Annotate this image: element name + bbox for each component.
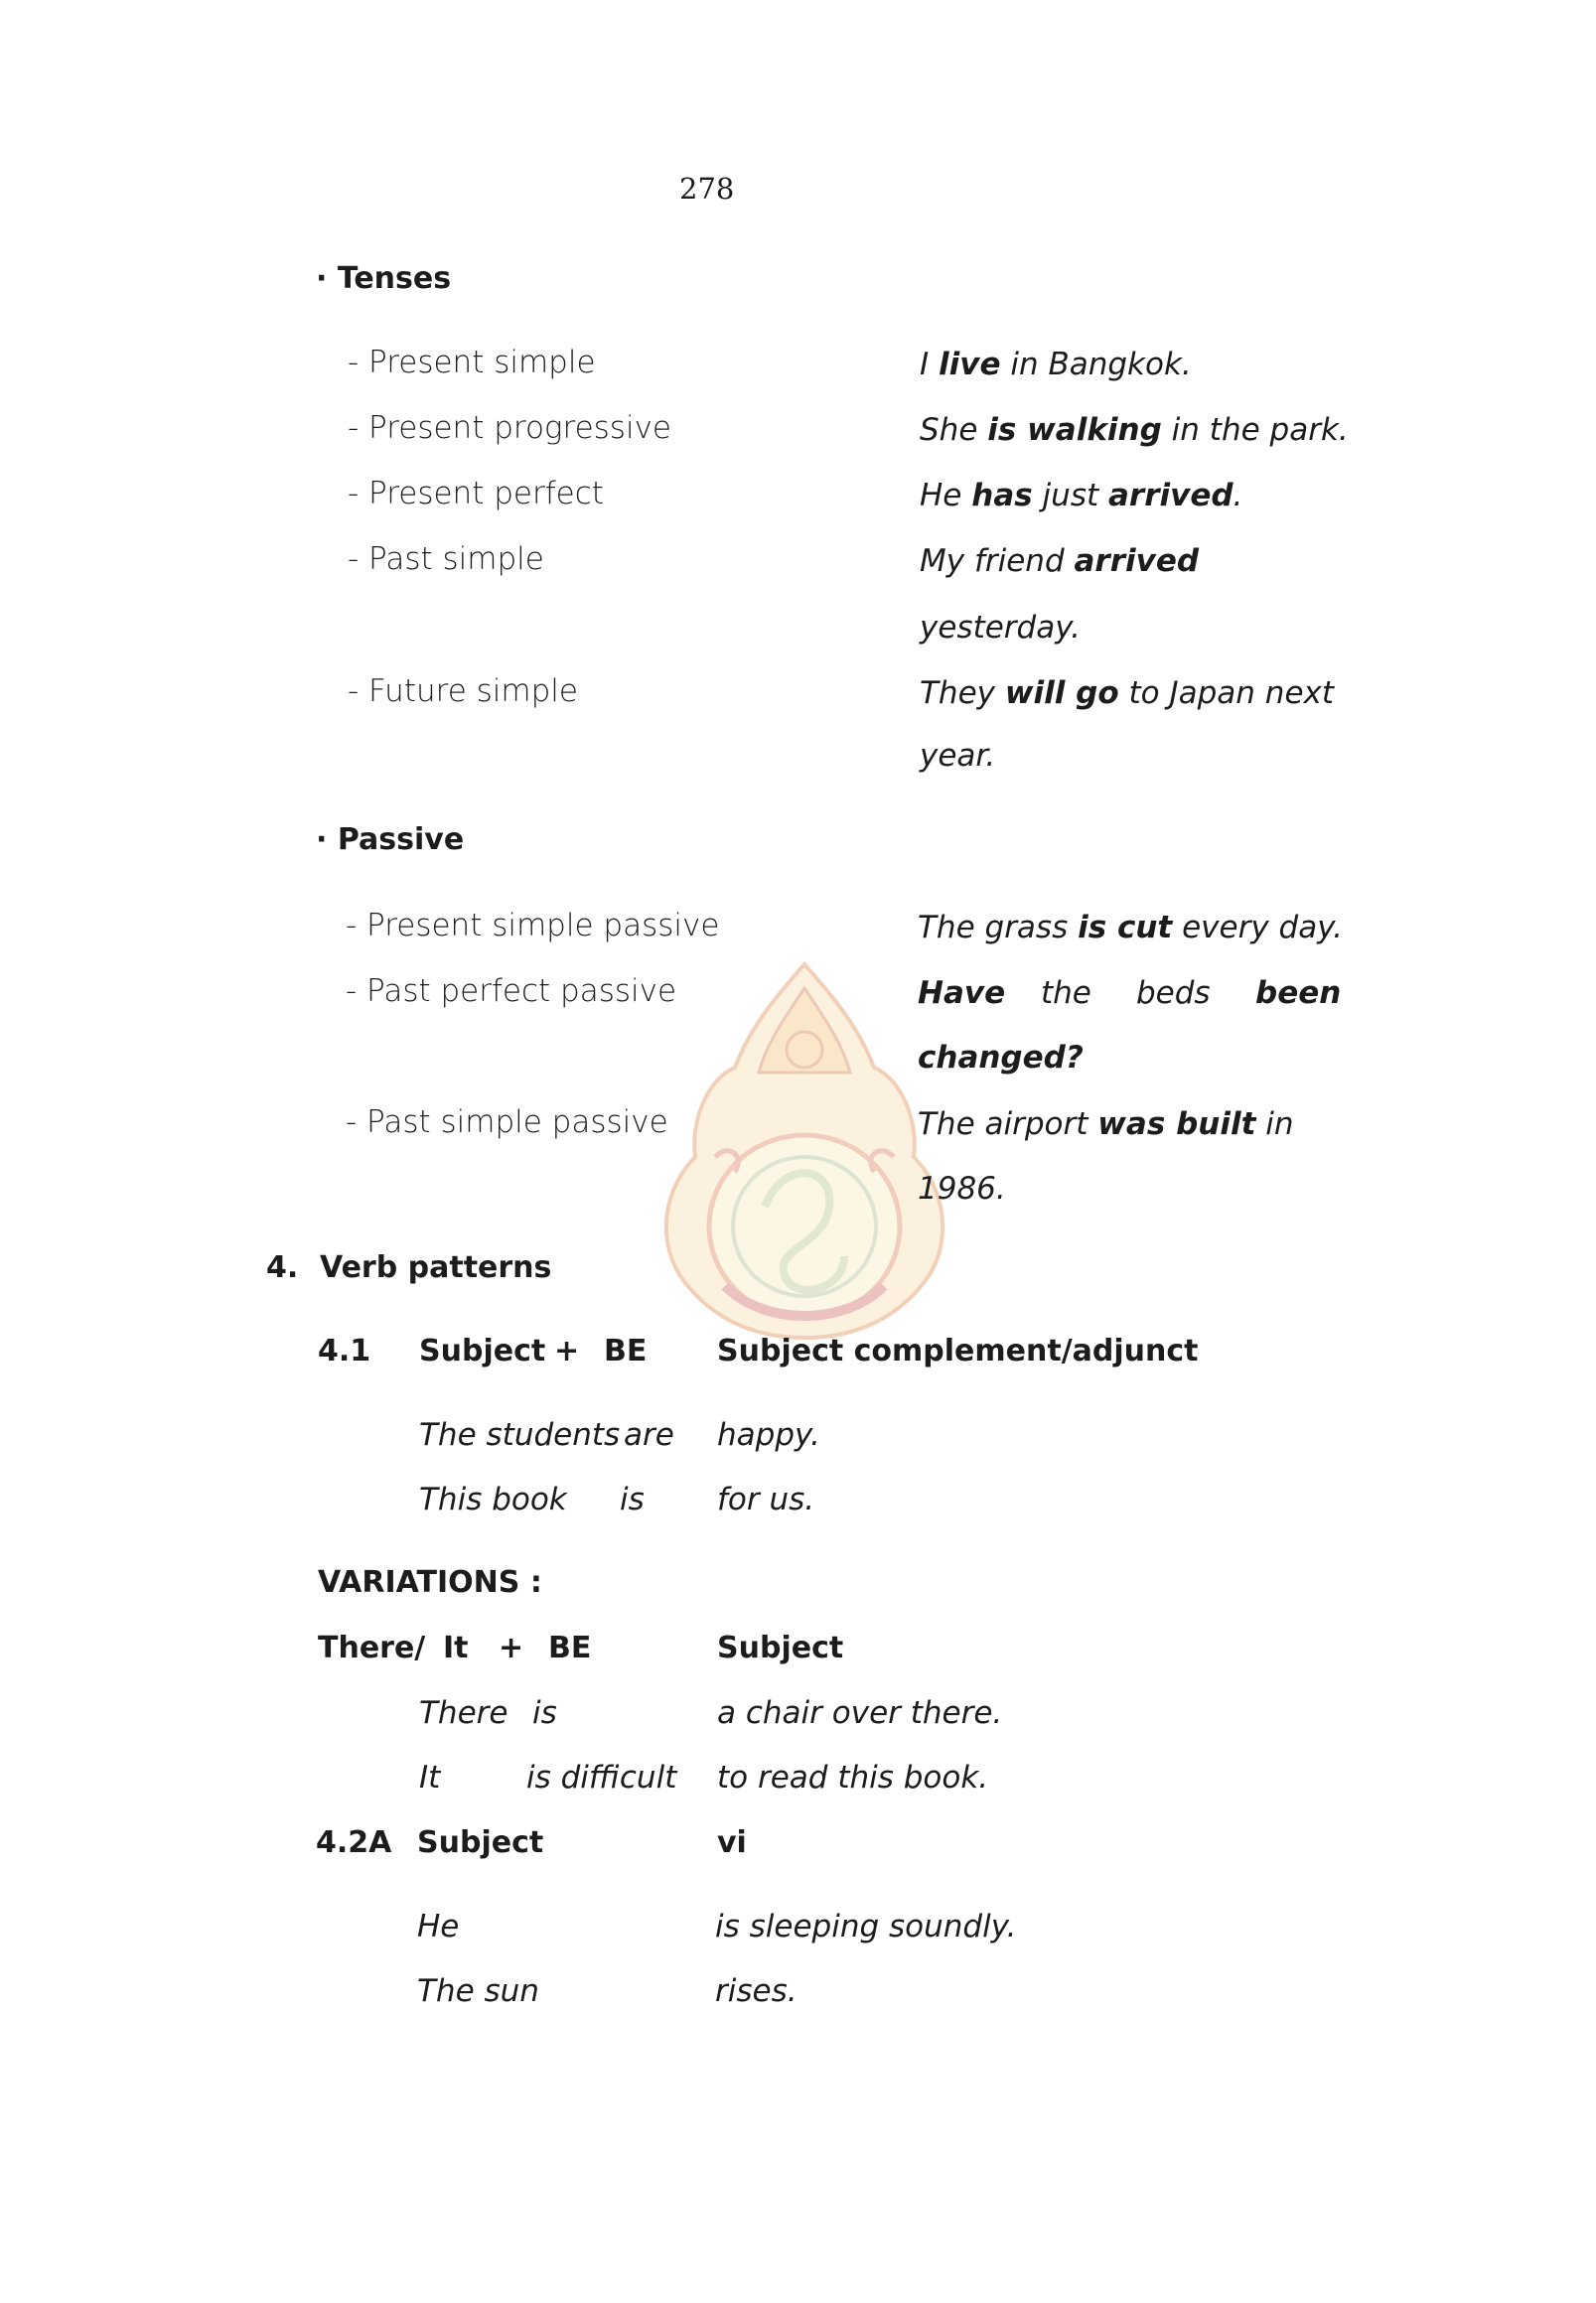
tense-example-continued: yesterday.	[920, 610, 1082, 646]
pattern-4-1-subject: Subject	[419, 1334, 546, 1368]
passive-label-text: Past perfect passive	[366, 973, 677, 1009]
example-text: The grass	[918, 910, 1079, 945]
example-text: every day.	[1172, 910, 1343, 945]
pattern-4-2a-vi: vi	[717, 1825, 747, 1860]
passive-label: - Past simple passive	[346, 1104, 668, 1140]
p41-row-subject: This book	[419, 1482, 567, 1517]
example-text: They	[920, 675, 1005, 711]
passive-example-word: beds	[1136, 975, 1211, 1011]
tense-label: - Present perfect	[348, 476, 604, 511]
example-text: She	[920, 412, 988, 448]
tense-example	[920, 347, 1192, 382]
example-text: in	[1255, 1106, 1294, 1142]
tense-label-text: Present progressive	[368, 410, 671, 446]
variations-row-verb: is	[532, 1695, 557, 1731]
variations-row-rest: a chair over there.	[717, 1695, 1003, 1731]
pattern-4-1-number: 4.1	[318, 1334, 371, 1368]
example-text: I	[920, 347, 939, 382]
tense-label: - Past simple	[348, 541, 544, 577]
example-text: just	[1032, 478, 1108, 513]
example-bold-text: is cut	[1078, 910, 1173, 945]
p41-row-subject: The students	[419, 1417, 621, 1453]
passive-example-continued: 1986.	[918, 1171, 1006, 1207]
page-number: 278	[679, 172, 735, 206]
tense-label: - Present progressive	[348, 410, 671, 446]
variations-row-verb: is difficult	[526, 1760, 677, 1796]
variations-it: It	[443, 1631, 469, 1665]
tense-example	[920, 543, 1200, 579]
passive-heading: · Passive	[316, 822, 465, 857]
example-text: in Bangkok.	[1000, 347, 1192, 382]
variations-row-subject: It	[419, 1760, 441, 1796]
passive-example-word: been	[1255, 975, 1342, 1011]
tenses-heading-text: Tenses	[337, 261, 452, 296]
example-bold-text: arrived	[1074, 543, 1200, 579]
passive-label: - Present simple passive	[346, 908, 720, 943]
passive-example-continued: changed?	[918, 1040, 1084, 1076]
tense-example	[920, 478, 1243, 513]
tense-example-continued: year.	[920, 738, 996, 774]
p41-row-verb: is	[620, 1482, 645, 1517]
passive-example	[918, 910, 1343, 945]
p41-row-complement: for us.	[717, 1482, 815, 1517]
example-text: in the park.	[1161, 412, 1349, 448]
example-bold-text: has	[971, 478, 1033, 513]
passive-example-word: the	[1041, 975, 1091, 1011]
passive-label-text: Past simple passive	[366, 1104, 668, 1140]
p42a-row-subject: The sun	[417, 1973, 539, 2009]
variations-there: There/	[318, 1631, 426, 1665]
tense-label-text: Present perfect	[368, 476, 604, 511]
example-bold-text: is walking	[987, 412, 1162, 448]
passive-label: - Past perfect passive	[346, 973, 677, 1009]
variations-subject: Subject	[717, 1631, 844, 1665]
passive-example-word: Have	[918, 975, 1006, 1011]
watermark-seal-icon	[655, 958, 953, 1341]
example-bold-text: was built	[1097, 1106, 1256, 1142]
example-text: He	[920, 478, 972, 513]
variations-plus: +	[499, 1631, 524, 1665]
example-bold-text: arrived	[1107, 478, 1233, 513]
pattern-4-1-complement: Subject complement/adjunct	[717, 1334, 1199, 1368]
pattern-4-1-plus: +	[554, 1334, 580, 1368]
tense-example	[920, 412, 1349, 448]
p42a-row-rest: is sleeping soundly.	[715, 1909, 1017, 1944]
tense-label: - Present simple	[348, 345, 596, 380]
pattern-4-2a-subject: Subject	[417, 1825, 544, 1860]
variations-row-subject: There	[419, 1695, 508, 1731]
variations-be: BE	[548, 1631, 592, 1665]
tenses-heading: · Tenses	[316, 261, 452, 296]
p42a-row-rest: rises.	[715, 1973, 798, 2009]
pattern-4-1-be: BE	[604, 1334, 648, 1368]
passive-example	[918, 1106, 1294, 1142]
example-text: My friend	[920, 543, 1075, 579]
p41-row-complement: happy.	[717, 1417, 820, 1453]
passive-label-text: Present simple passive	[366, 908, 720, 943]
tense-example	[920, 675, 1335, 711]
verb-patterns-heading: Verb patterns	[320, 1250, 552, 1285]
p42a-row-subject: He	[417, 1909, 460, 1944]
example-bold-text: live	[939, 347, 1001, 382]
example-text: to Japan next	[1118, 675, 1335, 711]
pattern-4-2a-number: 4.2A	[316, 1825, 392, 1860]
tense-label-text: Past simple	[368, 541, 544, 577]
passive-heading-text: Passive	[337, 822, 465, 857]
example-bold-text: will go	[1004, 675, 1119, 711]
p41-row-verb: are	[624, 1417, 674, 1453]
tense-label-text: Future simple	[368, 673, 578, 709]
variations-row-rest: to read this book.	[717, 1760, 989, 1796]
example-text: .	[1233, 478, 1243, 513]
example-text: The airport	[918, 1106, 1098, 1142]
tense-label-text: Present simple	[368, 345, 596, 380]
section-number: 4.	[266, 1250, 299, 1285]
tense-label: - Future simple	[348, 673, 578, 709]
variations-heading: VARIATIONS :	[318, 1565, 542, 1600]
